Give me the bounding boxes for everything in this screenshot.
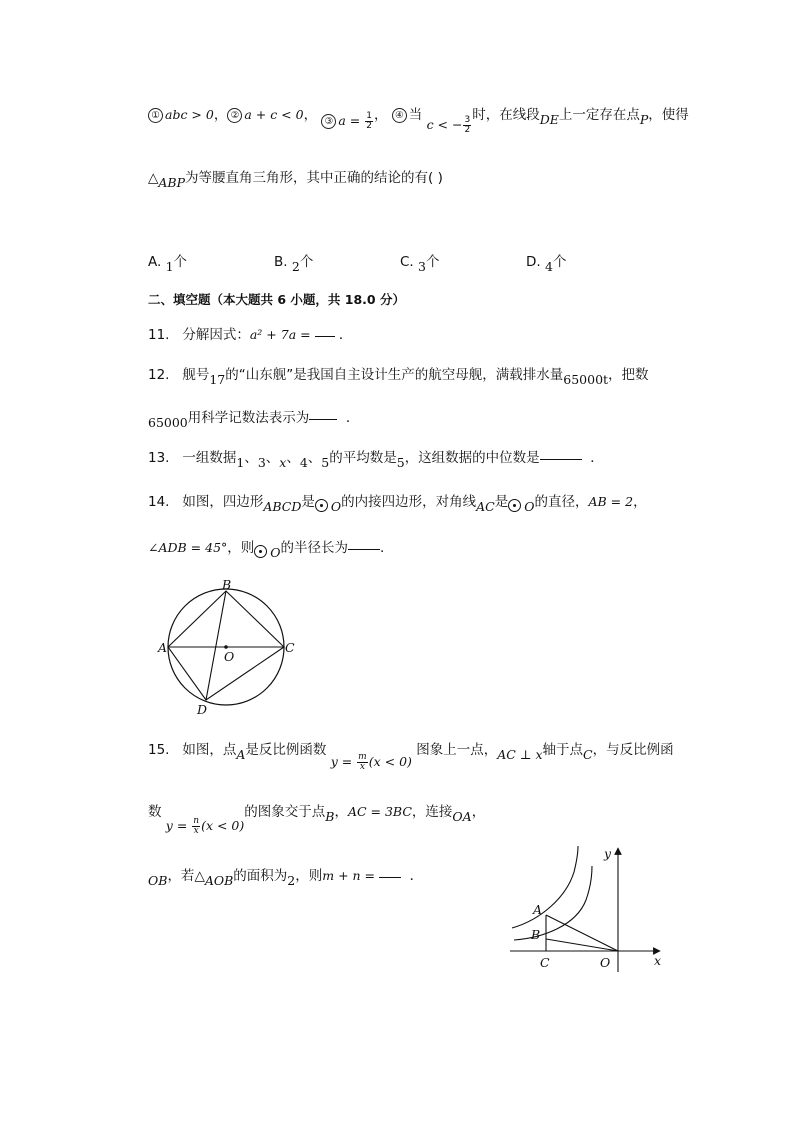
q10-line2: △ABP为等腰直角三角形，其中正确的结论的有( )	[148, 170, 443, 190]
label-c: C	[540, 955, 550, 970]
circled-2: ②	[227, 108, 242, 123]
question-15-line2: 数 y = $\frac{n}{x}$ (x < 0)的图象交于点B，AC = 3BC，连接OA，	[148, 804, 486, 836]
label-d: D	[197, 702, 208, 717]
label-o: O	[224, 649, 235, 664]
label-c: C	[285, 640, 295, 655]
fraction-three-halves: $\frac{3}{2}$	[464, 114, 471, 135]
question-15-line3: OB，若△AOB的面积为2，则m + n = ．	[148, 868, 424, 888]
figure-inscribed-quadrilateral	[150, 575, 310, 720]
option-a: A. 1个	[148, 254, 188, 274]
curve-y-n-over-x	[514, 866, 592, 940]
label-y: y	[604, 846, 612, 861]
question-12-line2: 65000用科学记数法表示为 ．	[148, 410, 360, 430]
answer-blank[interactable]	[379, 876, 401, 878]
function-y-m-over-x: y = $\frac{m}{x}$ (x < 0)	[330, 751, 412, 772]
label-a: A	[158, 640, 168, 655]
q10-line1: ① abc > 0， ② a + c < 0， ③ a = $\frac{1}{2}$ ， ④ 当 c < − $\frac{3}{2}$ 时，在线段DE上一定存在点P，使得	[148, 105, 689, 125]
question-15-line1: 15. 如图，点A是反比例函数 y = $\frac{m}{x}$ (x < 0) 图象上一点，AC ⊥ x轴于点C，与反比例函	[148, 742, 674, 772]
segment-oa	[546, 915, 618, 951]
question-12-line1: 12. 舰号17的“山东舰”是我国自主设计生产的航空母舰，满载排水量65000t，把数	[148, 367, 649, 387]
option-b: B. 2个	[274, 254, 314, 274]
question-13: 13. 一组数据1、3、x、4、5的平均数是5，这组数据的中位数是 ．	[148, 450, 604, 470]
answer-blank[interactable]	[540, 458, 582, 460]
section-heading: 二、填空题（本大题共 6 小题，共 18.0 分）	[148, 292, 405, 307]
question-14-line1: 14. 如图，四边形ABCD是 O的内接四边形，对角线AC是 O的直径，AB = 2，	[148, 494, 647, 514]
answer-blank[interactable]	[309, 418, 337, 420]
function-y-n-over-x: y = $\frac{n}{x}$ (x < 0)	[165, 815, 245, 836]
fraction-one-half: $\frac{1}{2}$	[366, 110, 372, 131]
label-b: B	[222, 577, 232, 592]
label-b: B	[531, 927, 541, 942]
label-x: x	[654, 953, 662, 968]
circled-4: ④	[392, 108, 407, 123]
circled-3: ③	[321, 114, 336, 129]
label-o: O	[600, 955, 611, 970]
option-d: D. 4个	[526, 254, 567, 274]
figure-inverse-proportion	[500, 842, 675, 977]
label-a: A	[533, 902, 543, 917]
circle-dot-icon	[254, 545, 267, 558]
option-c: C. 3个	[400, 254, 440, 274]
circle-dot-icon	[315, 499, 328, 512]
circle-dot-icon	[508, 499, 521, 512]
curve-y-m-over-x	[512, 846, 578, 928]
circled-1: ①	[148, 108, 163, 123]
question-14-line2: ∠ADB = 45°，则 O的半径长为 .	[148, 540, 385, 560]
answer-blank[interactable]	[348, 548, 380, 550]
answer-blank[interactable]	[315, 335, 335, 337]
question-11: 11. 分解因式：a² + 7a = ．	[148, 327, 353, 343]
